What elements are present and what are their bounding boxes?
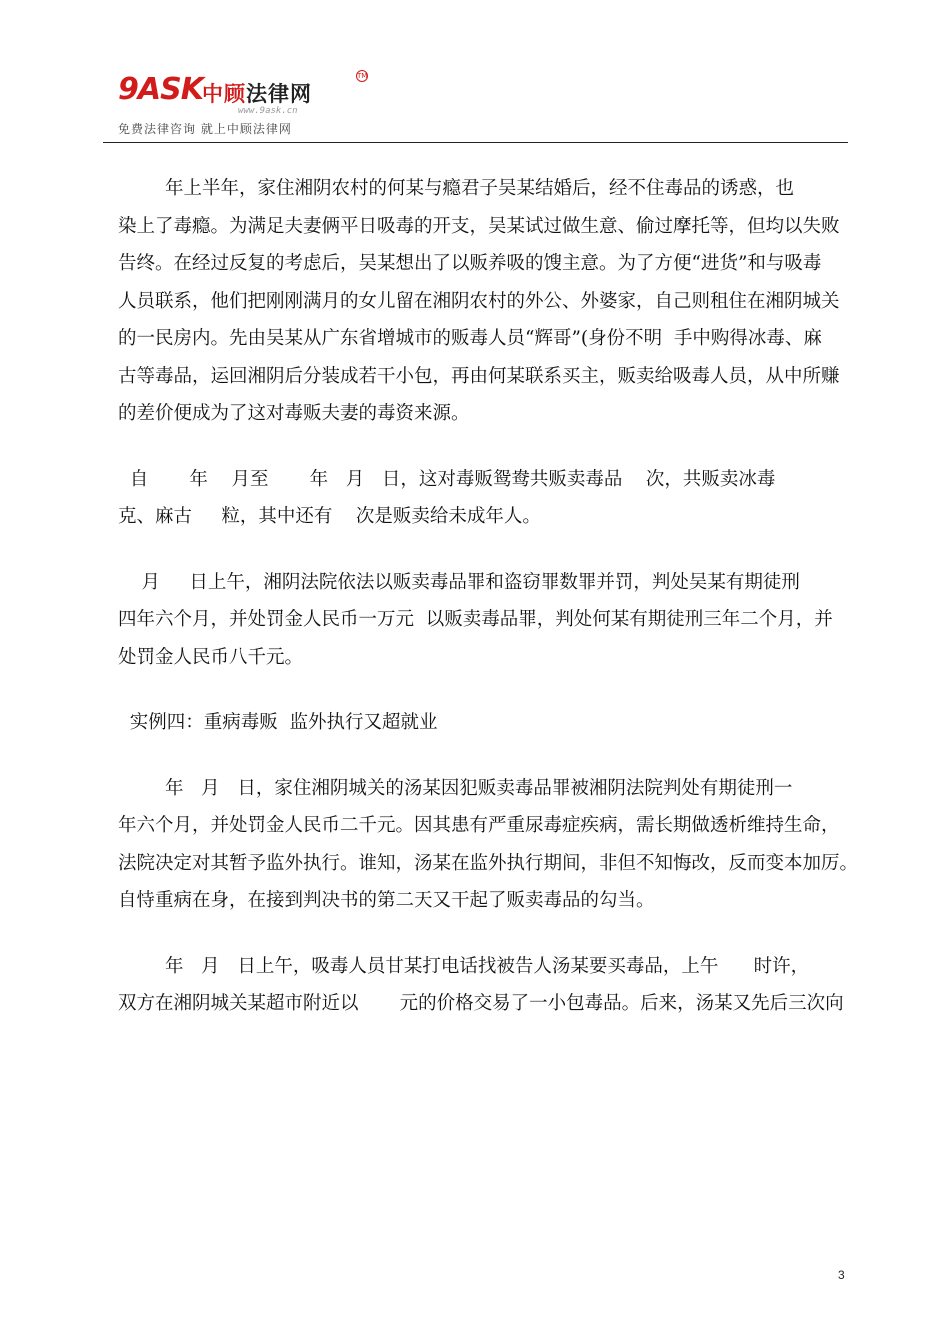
text-line: 月 日上午，湘阴法院依法以贩卖毒品罪和盗窃罪数罪并罚，判处吴某有期徒刑	[118, 571, 800, 593]
text-line: 双方在湘阴城关某超市附近以 元的价格交易了一小包毒品。后来，汤某又先后三次向	[118, 993, 844, 1014]
paragraph	[118, 704, 836, 742]
text-line: 染上了毒瘾。为满足夫妻俩平日吸毒的开支，吴某试过做生意、偷过摩托等，但均以失败	[118, 215, 840, 237]
text-line: 的一民房内。先由吴某从广东省增城市的贩毒人员“辉哥”(身份不明 手中购得冰毒、麻	[118, 328, 822, 349]
logo-brand-name	[202, 78, 312, 108]
paragraph	[118, 948, 844, 1023]
text-line: 年上半年，家住湘阴农村的何某与瘾君子吴某结婚后，经不住毒品的诱惑，也	[118, 178, 795, 199]
text-line: 法院决定对其暂予监外执行。谁知，汤某在监外执行期间，非但不知悔改，反而变本加厉。	[118, 852, 859, 874]
trademark-icon: TM	[357, 72, 368, 80]
page-number: 3	[838, 1268, 845, 1282]
site-logo	[118, 70, 368, 140]
text-line: 处罚金人民币八千元。	[118, 646, 304, 668]
text-line: 告终。在经过反复的考虑后，吴某想出了以贩养吸的馊主意。为了方便“进货”和与吸毒	[118, 253, 822, 274]
text-line: 年 月 日，家住湘阴城关的汤某因犯贩卖毒品罪被湘阴法院判处有期徒刑一	[118, 777, 793, 799]
header-divider	[103, 142, 848, 143]
text-line: 的差价便成为了这对毒贩夫妻的毒资来源。	[118, 403, 470, 424]
text-line: 年 月 日上午，吸毒人员甘某打电话找被告人汤某要买毒品，上午 时许，	[118, 955, 810, 977]
text-line: 自 年 月至 年 月 日，这对毒贩鸳鸯共贩卖毒品 次，共贩卖冰毒	[118, 468, 776, 490]
logo-slogan: 免费法律咨询 就上中顾法律网	[118, 122, 292, 136]
paragraph	[118, 170, 840, 433]
logo-url: www.9ask.cn	[238, 106, 298, 116]
text-line: 年六个月，并处罚金人民币二千元。因其患有严重尿毒症疾病，需长期做透析维持生命，	[118, 815, 840, 836]
text-line: 实例四：重病毒贩 监外执行又超就业	[118, 712, 438, 733]
logo-mark: 9ASK	[118, 72, 203, 107]
text-line: 四年六个月，并处罚金人民币一万元 以贩卖毒品罪，判处何某有期徒刑三年二个月，并	[118, 609, 833, 630]
logo-brand-part-b: 法律网	[246, 82, 312, 106]
logo-brand-part-a: 中顾	[202, 82, 246, 106]
document-body	[118, 170, 859, 1051]
paragraph	[118, 461, 836, 536]
paragraph	[118, 770, 859, 920]
paragraph	[118, 564, 836, 677]
text-line: 自恃重病在身，在接到判决书的第二天又干起了贩卖毒品的勾当。	[118, 890, 655, 911]
text-line: 古等毒品，运回湘阴后分装成若干小包，再由何某联系买主，贩卖给吸毒人员，从中所赚	[118, 365, 840, 387]
text-line: 人员联系，他们把刚刚满月的女儿留在湘阴农村的外公、外婆家，自己则租住在湘阴城关	[118, 290, 840, 312]
text-line: 克、麻古 粒，其中还有 次是贩卖给未成年人。	[118, 506, 541, 527]
